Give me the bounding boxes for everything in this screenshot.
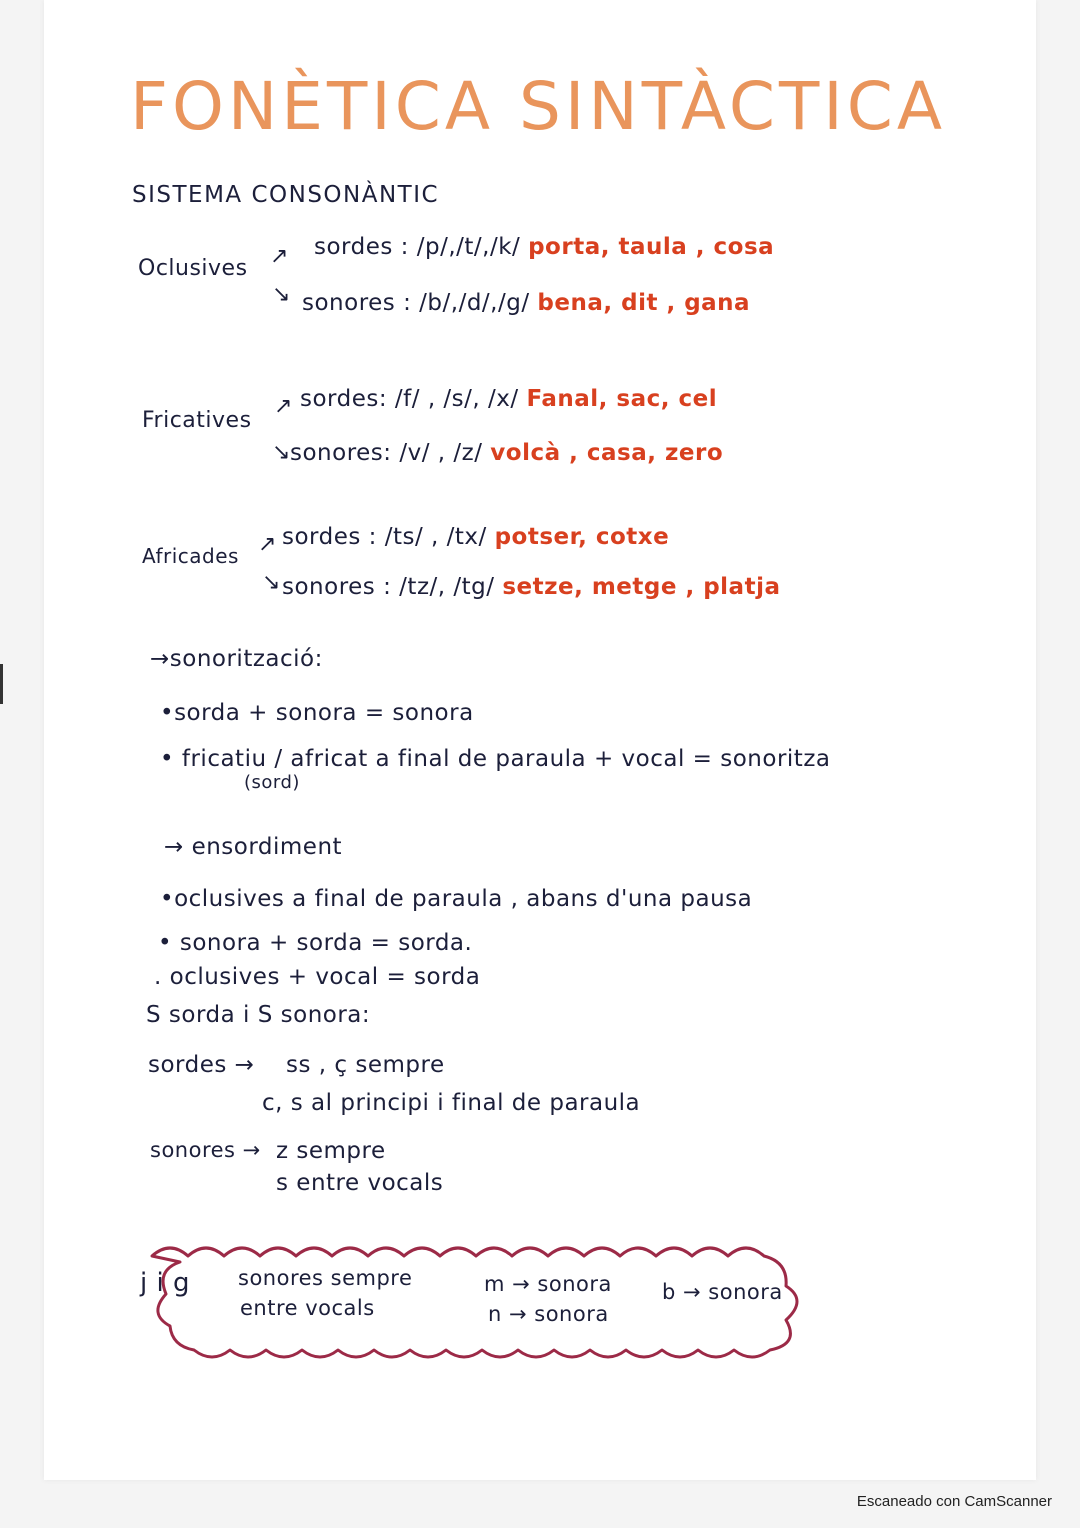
ensordiment-heading: → ensordiment bbox=[164, 834, 343, 860]
camscanner-watermark: Escaneado con CamScanner bbox=[856, 1493, 1052, 1510]
sonoritzacio-rule-1: •sorda + sonora = sonora bbox=[160, 700, 474, 726]
s-sonores-label: sonores → bbox=[150, 1138, 261, 1162]
down-arrow-icon: ↘ bbox=[262, 570, 281, 595]
section-heading: SISTEMA CONSONÀNTIC bbox=[132, 182, 440, 208]
oclusives-sonores-row bbox=[302, 290, 750, 316]
fricatives-sonores-label: sonores: bbox=[290, 440, 392, 466]
up-arrow-icon: ↗ bbox=[270, 244, 289, 269]
cloud-n-rule: n → sonora bbox=[488, 1302, 609, 1326]
s-sonores-line-2: s entre vocals bbox=[276, 1170, 444, 1196]
cloud-m-rule: m → sonora bbox=[484, 1272, 612, 1296]
ensordiment-rule-1: •oclusives a final de paraula , abans d'una pausa bbox=[160, 886, 753, 912]
oclusives-sonores-examples: bena, dit , gana bbox=[537, 290, 751, 316]
oclusives-sordes-phonemes: /p/,/t/,/k/ bbox=[416, 234, 521, 260]
africades-sonores-label: sonores : bbox=[282, 574, 392, 600]
sonoritzacio-heading: →sonorització: bbox=[150, 646, 323, 672]
oclusives-sordes-row bbox=[314, 234, 774, 260]
africades-sonores-row bbox=[282, 574, 780, 600]
fricatives-sonores-row bbox=[290, 440, 723, 466]
sonoritzacio-rule-2: • fricatiu / africat a final de paraula + vocal = sonoritza bbox=[160, 746, 831, 772]
fricatives-sonores-examples: volcà , casa, zero bbox=[490, 440, 724, 466]
fricatives-sordes-examples: Fanal, sac, cel bbox=[526, 386, 718, 412]
africades-sordes-examples: potser, cotxe bbox=[494, 524, 670, 550]
oclusives-sordes-label: sordes : bbox=[314, 234, 409, 260]
cloud-b-rule: b → sonora bbox=[662, 1280, 783, 1304]
up-arrow-icon: ↗ bbox=[274, 394, 293, 419]
oclusives-label: Oclusives bbox=[138, 256, 248, 281]
africades-sonores-phonemes: /tz/, /tg/ bbox=[399, 574, 495, 600]
s-sonores-line-1: z sempre bbox=[276, 1138, 386, 1164]
ensordiment-rule-3: . oclusives + vocal = sorda bbox=[154, 964, 481, 990]
fricatives-sordes-label: sordes: bbox=[300, 386, 388, 412]
africades-sordes-row bbox=[282, 524, 669, 550]
oclusives-sonores-phonemes: /b/,/d/,/g/ bbox=[419, 290, 530, 316]
ensordiment-rule-2: • sonora + sorda = sorda. bbox=[158, 930, 473, 956]
up-arrow-icon: ↗ bbox=[258, 532, 277, 557]
africades-label: Africades bbox=[142, 544, 239, 568]
oclusives-sordes-examples: porta, taula , cosa bbox=[528, 234, 775, 260]
s-sordes-line-2: c, s al principi i final de paraula bbox=[262, 1090, 641, 1116]
page-title: FONÈTICA SINTÀCTICA bbox=[130, 68, 946, 145]
fricatives-sordes-row bbox=[300, 386, 717, 412]
s-sordes-line-1: ss , ç sempre bbox=[286, 1052, 445, 1078]
fricatives-sonores-phonemes: /v/ , /z/ bbox=[399, 440, 483, 466]
down-arrow-icon: ↘ bbox=[272, 440, 291, 465]
s-sorda-heading: S sorda i S sonora: bbox=[146, 1002, 371, 1028]
s-sordes-label: sordes → bbox=[148, 1052, 255, 1078]
oclusives-sonores-label: sonores : bbox=[302, 290, 412, 316]
cloud-jg-text-1: sonores sempre bbox=[238, 1266, 413, 1290]
down-arrow-icon: ↘ bbox=[272, 282, 291, 307]
fricatives-label: Fricatives bbox=[142, 408, 252, 433]
cloud-jg-text-2: entre vocals bbox=[240, 1296, 375, 1320]
fricatives-sordes-phonemes: /f/ , /s/, /x/ bbox=[394, 386, 519, 412]
africades-sordes-phonemes: /ts/ , /tx/ bbox=[384, 524, 487, 550]
africades-sonores-examples: setze, metge , platja bbox=[502, 574, 781, 600]
sonoritzacio-rule-2-note: (sord) bbox=[244, 772, 300, 793]
africades-sordes-label: sordes : bbox=[282, 524, 377, 550]
cloud-jg: j i g bbox=[140, 1268, 190, 1298]
scan-edge-mark bbox=[0, 664, 3, 704]
